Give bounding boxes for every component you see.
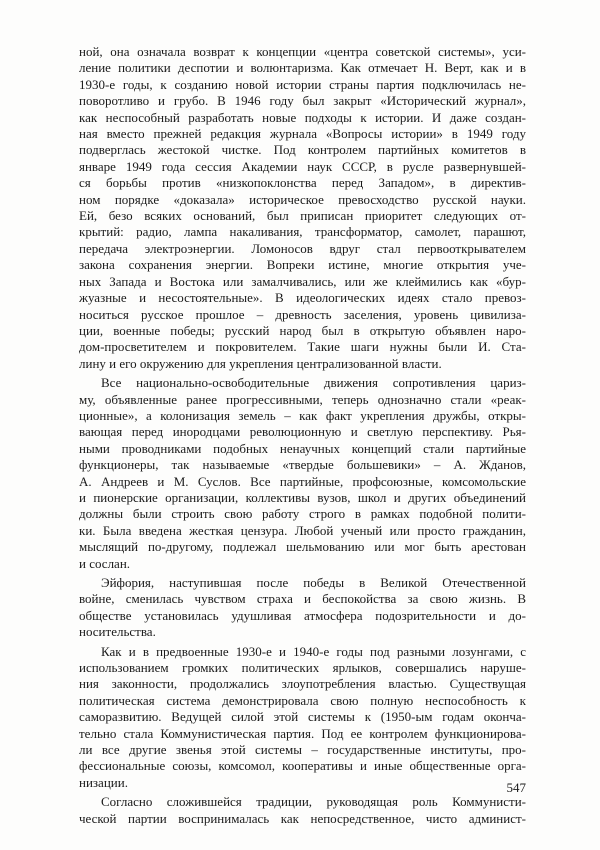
text-line: обществе установилась удушливая атмосфера подозрительности и до- — [79, 607, 526, 623]
text-line: ции, военные победы; русский народ был в открытую объявлен наро- — [79, 322, 526, 338]
text-line: подверглась жестокой чистке. Под контролем партийных комитетов в — [79, 142, 526, 158]
text-line: Все национально-освободительные движения сопротивления цариз- — [101, 375, 526, 391]
text-line: ки. Была введена жесткая цензура. Любой ученый или просто гражданин, — [79, 522, 526, 538]
text-line: войне, сменилась чувством страха и беспокойства за свою жизнь. В — [79, 591, 526, 607]
text-line: Как и в предвоенные 1930-е и 1940-е годы под разными лозунгами, с — [101, 643, 526, 659]
text-line: и сослан. — [79, 555, 131, 571]
text-line: крытий: радио, лампа накаливания, трансформатор, самолет, парашют, — [79, 224, 526, 240]
text-line: Согласно сложившейся традиции, руководящая роль Коммунисти- — [101, 794, 526, 810]
page-number: 547 — [506, 780, 526, 795]
text-line: политическая система демонстрировала свою полную неспособность к — [79, 692, 526, 708]
text-line: ными проводниками подобных ненаучных концепций стали партийные — [79, 440, 526, 456]
text-line: 1930-е годы, к созданию новой истории страны партия подключилась не- — [79, 76, 526, 92]
text-line: ных Запада и Востока или замалчивались, или же клеймились как «бур- — [79, 273, 526, 289]
paragraph — [79, 644, 526, 792]
body-text — [79, 44, 526, 827]
paragraph — [79, 575, 526, 641]
text-line: Эйфория, наступившая после победы в Великой Отечественной — [101, 575, 526, 590]
text-line: вающая перед инородцами революционную и светлую перспективу. Рья- — [79, 424, 526, 440]
text-line: закона сохранения энергии. Вопреки истине, многие открытия уче- — [79, 257, 526, 273]
text-line: поворотливо и грубо. В 1946 году был закрыт «Исторический журнал», — [79, 93, 526, 109]
text-line: ление политики деспотии и волюнтаризма. Как отмечает Н. Верт, как и в — [79, 60, 526, 76]
text-line: передача электроэнергии. Ломоносов вдруг стал первооткрывателем — [79, 240, 526, 256]
text-line: жуазные и несостоятельные». В идеологических идеях стало превоз- — [79, 290, 526, 306]
text-line: как неспособный разработать новые подходы к истории. И даже создан- — [79, 109, 526, 125]
text-line: тельно стала Коммунистическая партия. Под ее контролем функционирова- — [79, 725, 526, 741]
text-line: лину и его окружению для укрепления централизованной власти. — [79, 355, 442, 371]
text-line: и пионерские организации, коллективы вузов, школ и других объединений — [79, 489, 526, 505]
text-line: ном порядке «доказала» историческое превосходство русской науки. — [79, 191, 526, 207]
text-line: ная вместо прежней редакция журнала «Вопросы истории» в 1949 году — [79, 126, 526, 142]
text-line: А. Андреев и М. Суслов. Все партийные, профсоюзные, комсомольские — [79, 473, 526, 489]
text-line: должны были строить свою работу строго в рамках подобной полити- — [79, 506, 526, 522]
text-line: носительства. — [79, 624, 156, 640]
text-line: ной, она означала возврат к концепции «центра советской системы», уси- — [79, 44, 526, 59]
text-line: функционеры, так называемые «твердые большевики» – А. Жданов, — [79, 457, 526, 473]
paragraph — [79, 44, 526, 372]
text-line: использованием громких политических ярлыков, совершались наруше- — [79, 660, 526, 676]
text-line: фессиональные союзы, комсомол, кооперативы и иные общественные орга- — [79, 758, 526, 774]
text-line: ционные», а колонизация земель – как факт укрепления дружбы, откры- — [79, 407, 526, 423]
paragraph — [79, 375, 526, 572]
text-line: дом-просветителем и покровителем. Такие шаги нужны были И. Ста- — [79, 339, 526, 355]
text-line: низации. — [79, 774, 128, 790]
text-line: му, объявленные ранее прогрессивными, теперь однозначно стали «реак- — [79, 391, 526, 407]
text-line: Ей, безо всяких оснований, был приписан приоритет следующих от- — [79, 208, 526, 224]
text-line: ния законности, продолжались злоупотребления властью. Существущая — [79, 676, 526, 692]
paragraph — [79, 794, 526, 827]
text-line: носиться русское прошлое – древность заселения, уровень цивилиза- — [79, 306, 526, 322]
text-line: ся борьбы против «низкопоклонства перед Западом», в директив- — [79, 175, 526, 191]
text-line: январе 1949 года сессия Академии наук СССР, в русле развернувшей- — [79, 158, 526, 174]
text-line: мыслящий по-другому, подлежал шельмованию или мог быть арестован — [79, 539, 526, 555]
text-line: саморазвитию. Ведущей силой этой системы к (1950-ым годам оконча- — [79, 709, 526, 725]
text-line: ли все другие звенья этой системы – государственные институты, про- — [79, 742, 526, 758]
text-line: ческой партии воспринималась как непосредственное, чисто админист- — [79, 810, 526, 826]
